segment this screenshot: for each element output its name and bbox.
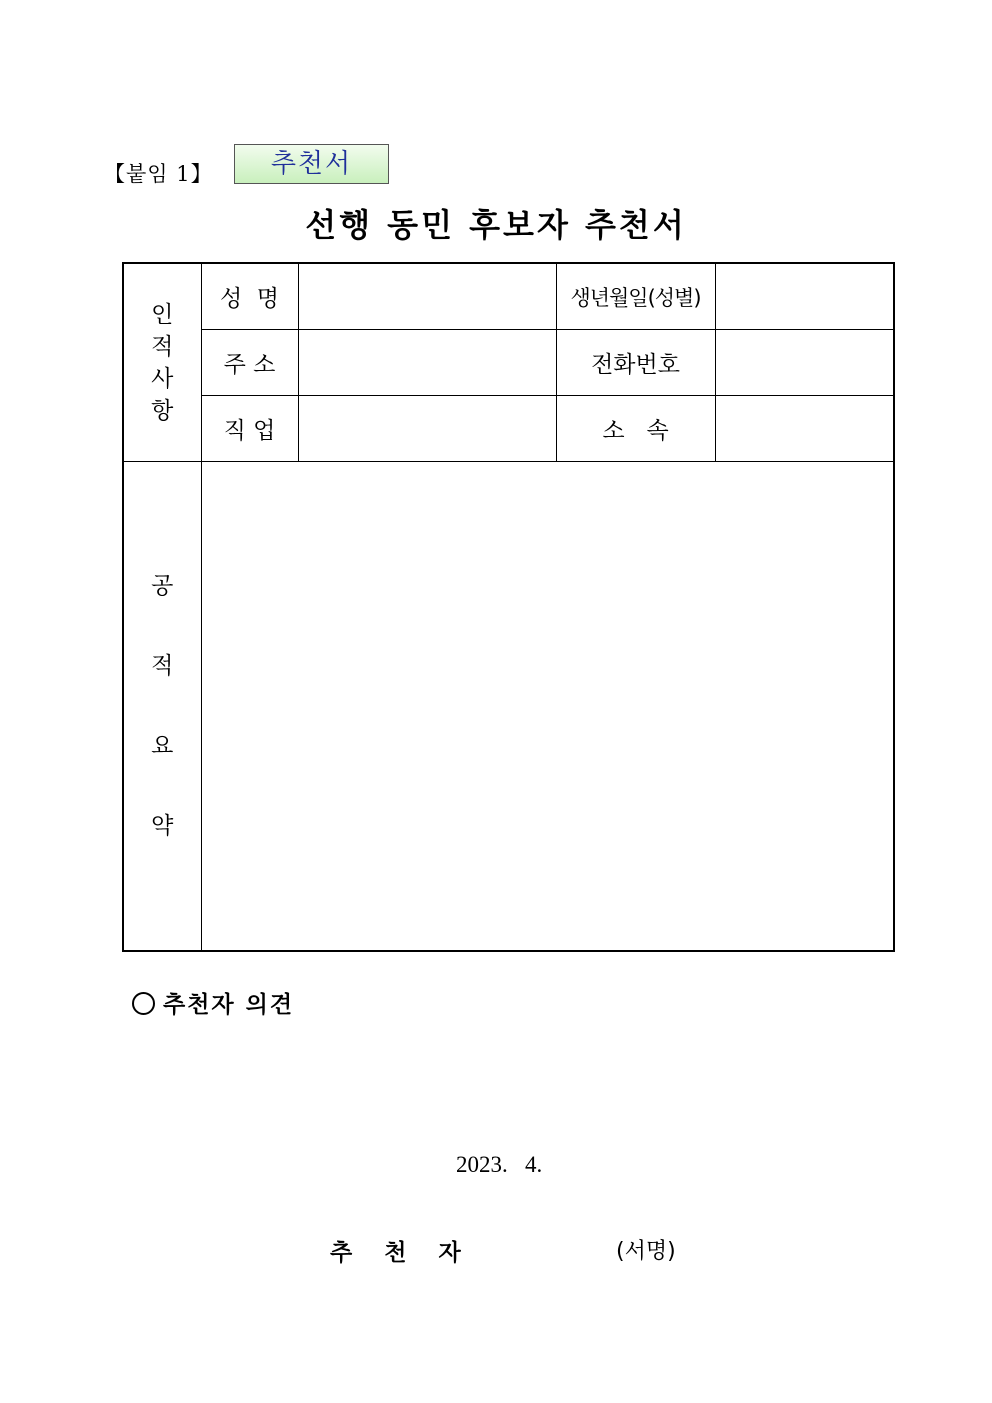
- attachment-label: 【붙임 1】: [104, 162, 213, 186]
- merit-summary-header-cell: [123, 462, 201, 952]
- address-field[interactable]: [298, 330, 556, 396]
- form-row-address: [123, 330, 894, 396]
- merit-summary-field[interactable]: [201, 462, 894, 952]
- name-label: 성 명: [201, 263, 298, 330]
- personal-info-header-cell: [123, 263, 201, 462]
- phone-field[interactable]: [715, 330, 894, 396]
- job-label: 직 업: [201, 396, 298, 462]
- form-row-name: [123, 263, 894, 330]
- personal-info-header: 인적사항: [151, 301, 174, 424]
- signature-placeholder[interactable]: (서명): [616, 1239, 676, 1264]
- address-label: 주 소: [201, 330, 298, 396]
- job-field[interactable]: [298, 396, 556, 462]
- phone-label: 전화번호: [556, 330, 715, 396]
- affiliation-field[interactable]: [715, 396, 894, 462]
- affiliation-label: 소 속: [556, 396, 715, 462]
- recommender-label: 추 천 자: [330, 1240, 473, 1266]
- recommendation-form-table: [122, 262, 895, 952]
- name-field[interactable]: [298, 263, 556, 330]
- form-row-merit: [123, 462, 894, 952]
- circle-bullet-icon: [132, 992, 155, 1015]
- document-type-badge: 추천서: [234, 144, 389, 184]
- document-title: 선행 동민 후보자 추천서: [305, 206, 687, 244]
- birth-label: 생년월일(성별): [556, 263, 715, 330]
- document-date: 2023. 4.: [456, 1152, 543, 1177]
- birth-field[interactable]: [715, 263, 894, 330]
- form-row-job: [123, 396, 894, 462]
- recommender-opinion-heading: [132, 986, 294, 1019]
- merit-summary-header: 공적요약: [151, 573, 174, 839]
- recommender-opinion-label: 추천자 의견: [163, 992, 295, 1018]
